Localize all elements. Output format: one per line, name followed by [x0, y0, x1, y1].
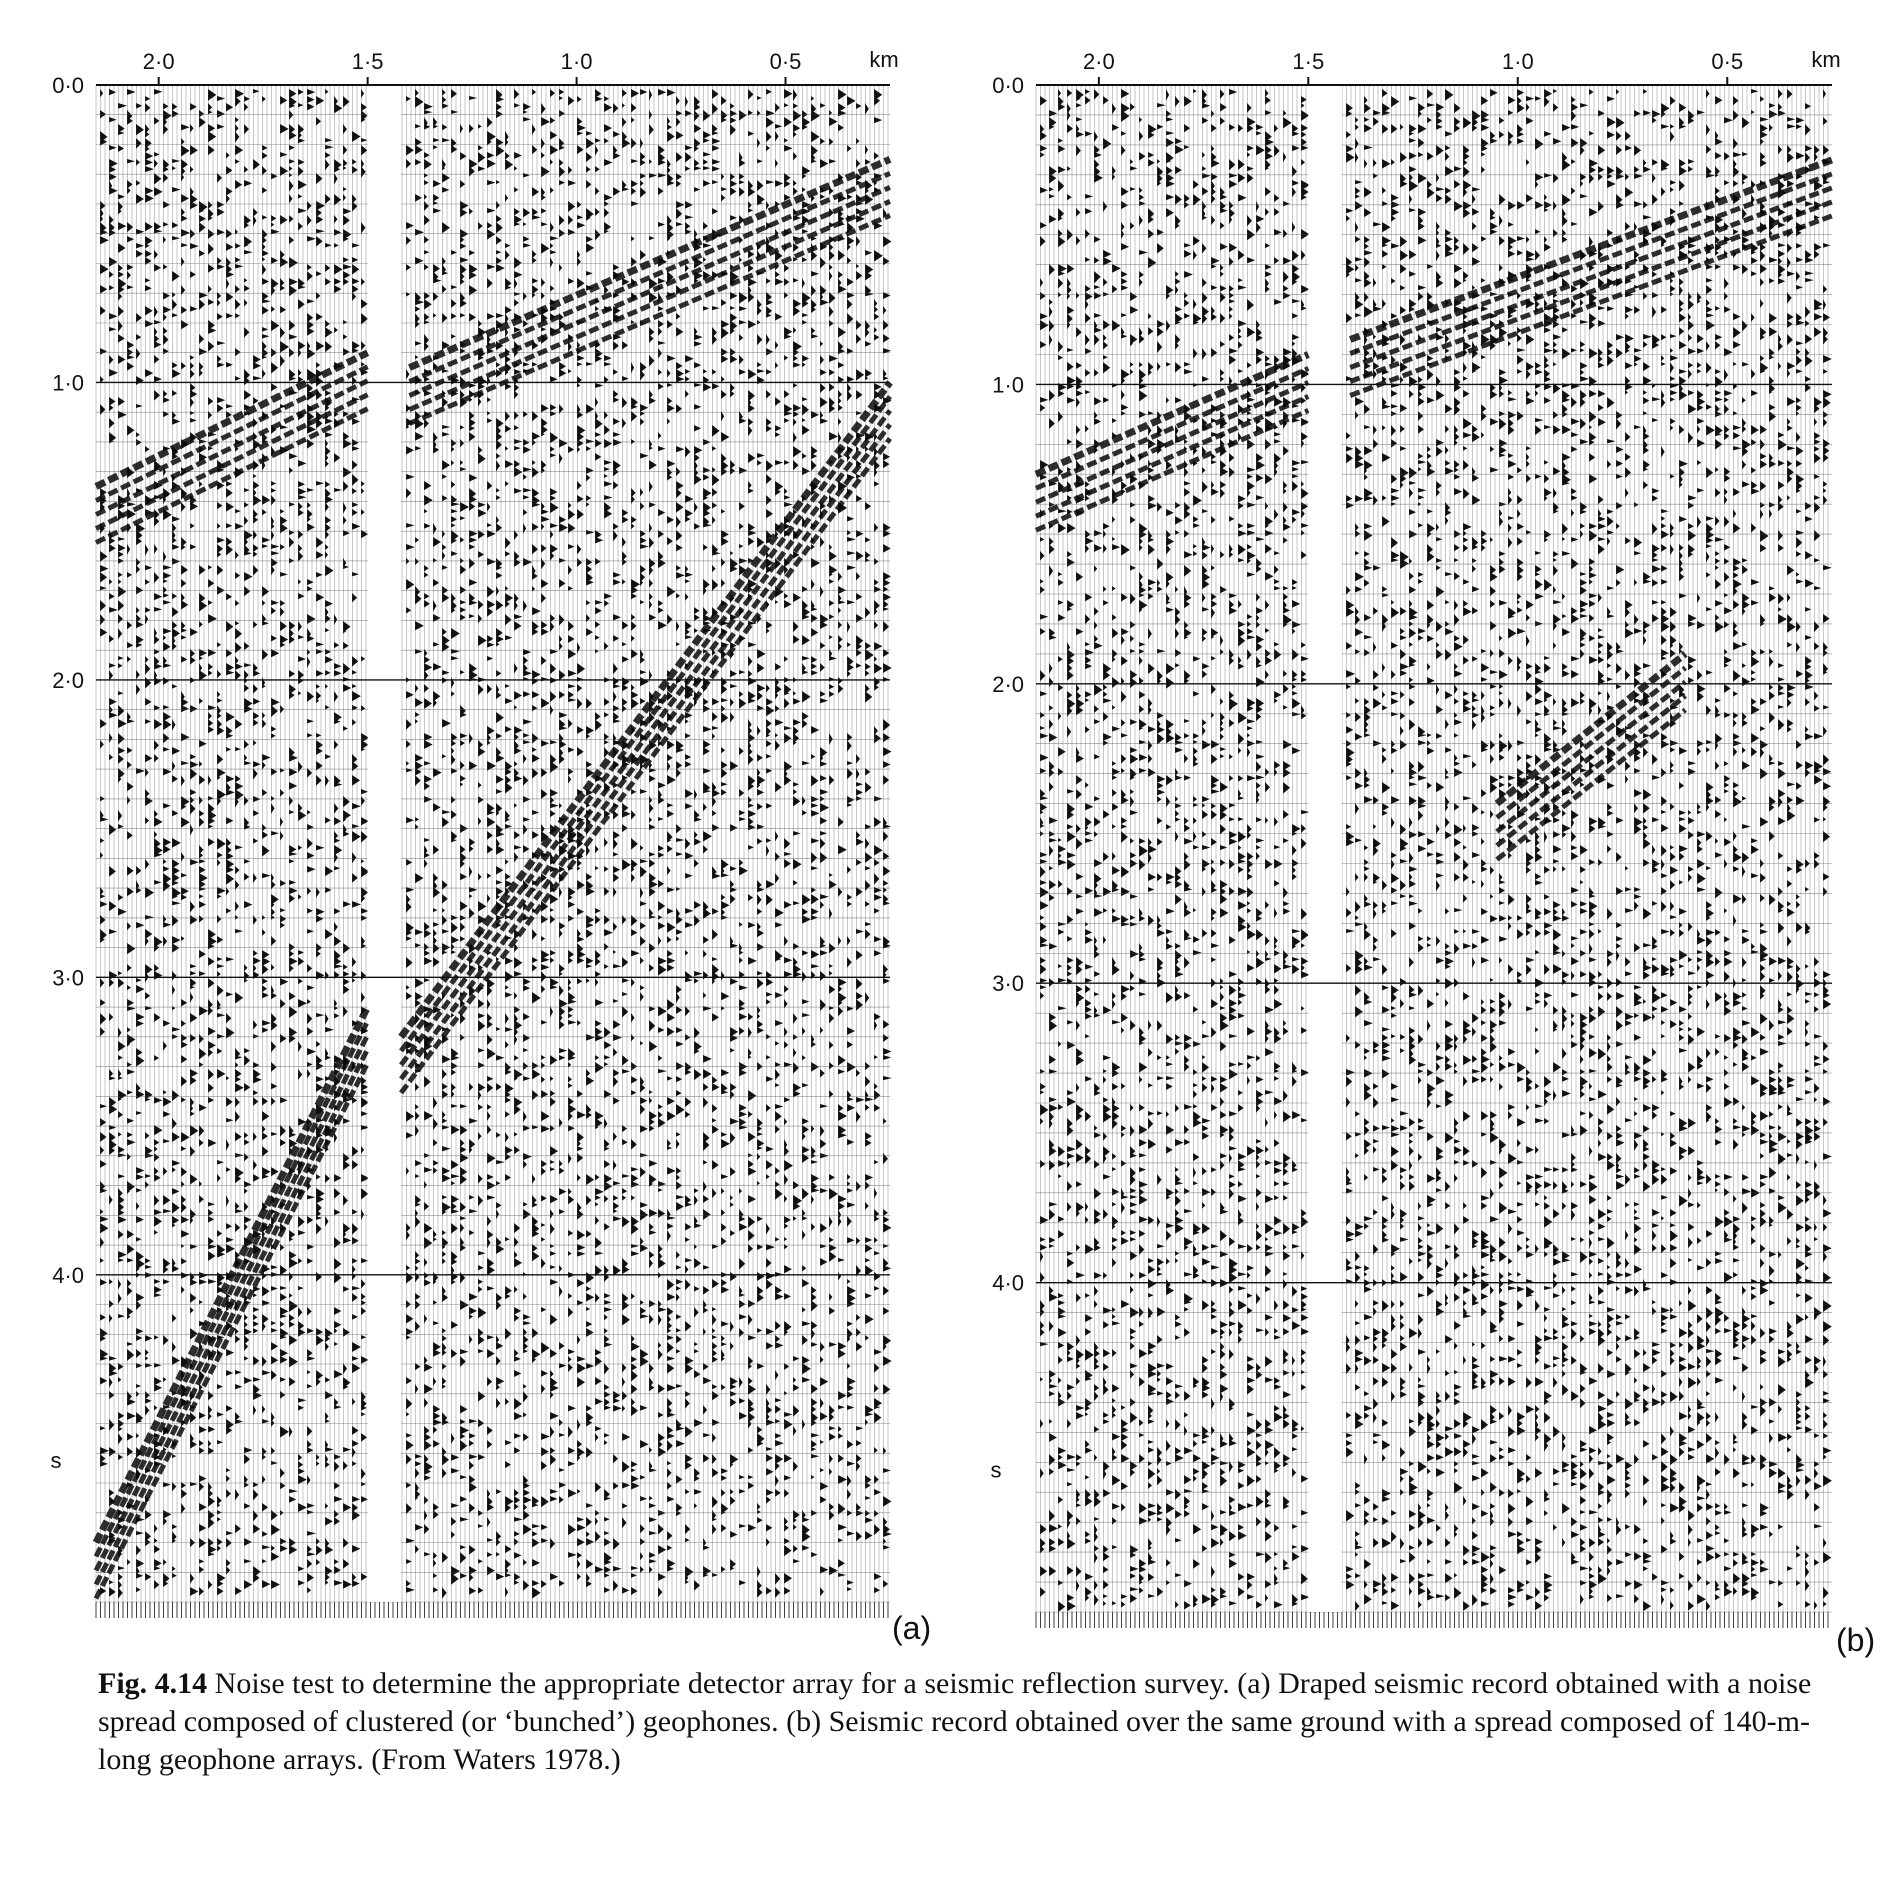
y-tick-label: 3·0 — [992, 971, 1024, 997]
caption-text: Noise test to determine the appropriate detector array for a seismic reflection survey. (a) Draped seismic record obtained with a noise spread composed of clustered (or ‘bunched’) geophones. (b) Seismic record obtained over the same ground with a spread composed of 140-m-long geophone arrays. (From Waters 1978.) — [98, 1667, 1812, 1776]
spread-gap — [1308, 85, 1342, 1612]
spread-gap — [368, 85, 401, 1602]
y-tick-label: 0·0 — [52, 73, 84, 98]
figure-number: Fig. 4.14 — [98, 1667, 208, 1700]
x-tick-label: 1·5 — [351, 49, 384, 74]
y-axis-unit: s — [50, 1448, 62, 1474]
x-tick-label: 1·5 — [1292, 49, 1325, 74]
noise-wavelets — [1040, 89, 1832, 1612]
seismic-record-b — [940, 0, 1880, 1660]
trace-fringe — [96, 1602, 888, 1618]
seismic-noise-texture — [1036, 85, 1832, 1612]
y-tick-label: 4·0 — [52, 1262, 84, 1288]
y-tick-label: 0·0 — [992, 73, 1024, 98]
x-tick-label: 2·0 — [1082, 49, 1115, 74]
x-tick-label: 1·0 — [1501, 49, 1534, 74]
trace-fringe — [1036, 1612, 1828, 1628]
noise-wavelets — [100, 89, 892, 1599]
seismic-record-a — [0, 0, 940, 1660]
panel-label-a: (a) — [892, 1610, 932, 1646]
panel-label-b: (b) — [1836, 1622, 1876, 1658]
timing-lines — [1036, 85, 1832, 1612]
y-tick-label: 1·0 — [52, 370, 84, 396]
seismic-panel-b — [940, 0, 1880, 1660]
y-tick-label: 2·0 — [52, 667, 84, 693]
figure-caption — [98, 1665, 1818, 1779]
y-tick-label: 3·0 — [52, 965, 84, 991]
y-tick-label: 2·0 — [992, 671, 1024, 697]
seismic-noise-texture — [96, 85, 892, 1602]
y-tick-label: 1·0 — [992, 372, 1024, 398]
event-upper-dipping — [1350, 160, 1832, 340]
y-tick-label: 4·0 — [992, 1270, 1024, 1296]
x-tick-label: 0·5 — [769, 49, 802, 74]
y-axis-unit: s — [990, 1457, 1002, 1483]
x-axis-unit: km — [869, 47, 899, 72]
x-tick-label: 0·5 — [1711, 49, 1744, 74]
seismic-panel-a — [0, 0, 940, 1660]
x-tick-label: 2·0 — [142, 49, 175, 74]
event-curved-arrival — [401, 424, 890, 1078]
x-tick-label: 1·0 — [560, 49, 593, 74]
x-axis-unit: km — [1811, 47, 1841, 72]
